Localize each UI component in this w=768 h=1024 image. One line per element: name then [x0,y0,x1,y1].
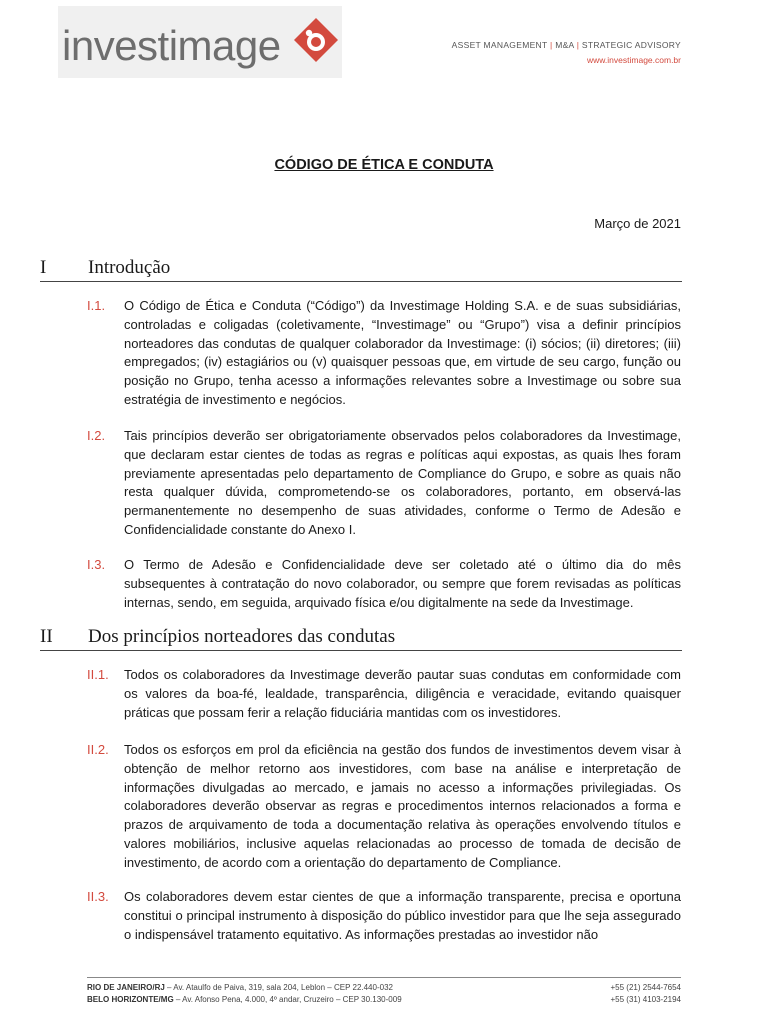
page-footer [87,977,681,1007]
footer-address: – Av. Afonso Pena, 4.000, 4º andar, Cruzeiro – CEP 30.130-009 [173,995,402,1004]
footer-phone: +55 (31) 4103-2194 [610,995,681,1004]
footer-phone: +55 (21) 2544-7654 [610,983,681,992]
section-number: II [40,626,53,647]
paragraph-i-2 [87,427,681,540]
section-heading-i [40,257,682,282]
paragraph-text: Os colaboradores devem estar cientes de que a informação transparente, precisa e oportuna constitui o principal instrumento à disposição do público investidor para que lhe seja assegurado o indispensável tratamento equitativo. As informações prestadas ao investidor não [124,889,681,942]
tagline-strategic-advisory: STRATEGIC ADVISORY [581,40,681,50]
paragraph-number: II.3. [87,889,109,904]
section-number: I [40,257,47,278]
paragraph-ii-2 [87,741,681,873]
paragraph-number: II.1. [87,667,109,682]
paragraph-number: I.3. [87,557,106,572]
tagline [452,40,681,50]
website-link[interactable]: www.investimage.com.br [586,55,681,65]
document-title: CÓDIGO DE ÉTICA E CONDUTA [274,157,494,173]
paragraph-text: Todos os colaboradores da Investimage deverão pautar suas condutas em conformidade com os valores da boa-fé, lealdade, transparência, diligência e veracidade, evitando quaisquer práticas que possam ferir a relação fiduciária mantidas com os investidores. [124,667,681,720]
paragraph-number: I.2. [87,428,106,443]
paragraph-i-3 [87,556,681,612]
footer-city: BELO HORIZONTE/MG [87,995,174,1004]
logo-diamond-icon [292,16,340,64]
paragraph-text: O Código de Ética e Conduta (“Código”) da Investimage Holding S.A. e de suas subsidiárias, controladas e coligadas (coletivamente, “Investimage” ou “Grupo”) visa a definir princípios norteadores das condutas de qualquer colaborador da Investimage: (i) sócios; (ii) diretores; (iii) empregados; (iv) estagiários ou (v) quaisquer pessoas que, em virtude de seu cargo, função ou posição no Grupo, tenha acesso a informações relevantes sobre a Investimage ou sobre sua estratégia de investimento e negócios. [124,298,681,407]
paragraph-i-1 [87,297,681,410]
tagline-separator: | [550,40,553,50]
tagline-separator: | [576,40,580,50]
paragraph-number: I.1. [87,298,106,313]
logo-wordmark: investimage [62,22,281,69]
tagline-asset-management: ASSET MANAGEMENT [451,40,548,50]
footer-city: RIO DE JANEIRO/RJ [87,983,165,992]
footer-address: – Av. Ataulfo de Paiva, 319, sala 204, Leblon – CEP 22.440-032 [164,983,393,992]
paragraph-text: Tais princípios deverão ser obrigatoriamente observados pelos colaboradores da Investimage, que declaram estar cientes de todas as regras e políticas aqui expostas, as quais lhes foram previamente apresentadas pelo departamento de Compliance do Grupo, e sobre as quais não resta qualquer dúvida, comprometendo-se os colaboradores, portanto, em observá-las permanentemente no desempenho de suas atividades, conforme o Termo de Adesão e Confidencialidade constante do Anexo I. [124,428,681,537]
footer-office-bh [87,995,681,1007]
paragraph-ii-3 [87,888,681,944]
footer-office-rio [87,983,681,995]
page-header [0,0,768,90]
paragraph-number: II.2. [87,742,109,757]
section-title: Introdução [88,257,171,278]
paragraph-ii-1 [87,666,681,722]
paragraph-text: Todos os esforços em prol da eficiência na gestão dos fundos de investimentos devem visar à obtenção de melhor retorno aos investidores, com base na análise e interpretação de informações divulgadas ao mercado, e jamais no acesso a informações privilegiadas. Os colaboradores deverão observar as regras e procedimentos internos relacionados a forma e prazos de arquivamento de toda a documentação relativa às operações envolvendo títulos e valores mobiliários, inclusive aquelas relacionadas ao processo de tomada de decisão de investimento, de acordo com a orientação do departamento de Compliance. [124,742,681,870]
section-heading-ii [40,626,682,651]
paragraph-text: O Termo de Adesão e Confidencialidade deve ser coletado até o último dia do mês subsequentes à contratação do novo colaborador, ou sempre que forem revisadas as políticas internas, sendo, em seguida, arquivado física e/ou digitalmente na sede da Investimage. [124,557,681,610]
document-date: Março de 2021 [594,216,681,231]
section-title: Dos princípios norteadores das condutas [88,626,396,647]
tagline-ma: M&A [555,40,575,50]
